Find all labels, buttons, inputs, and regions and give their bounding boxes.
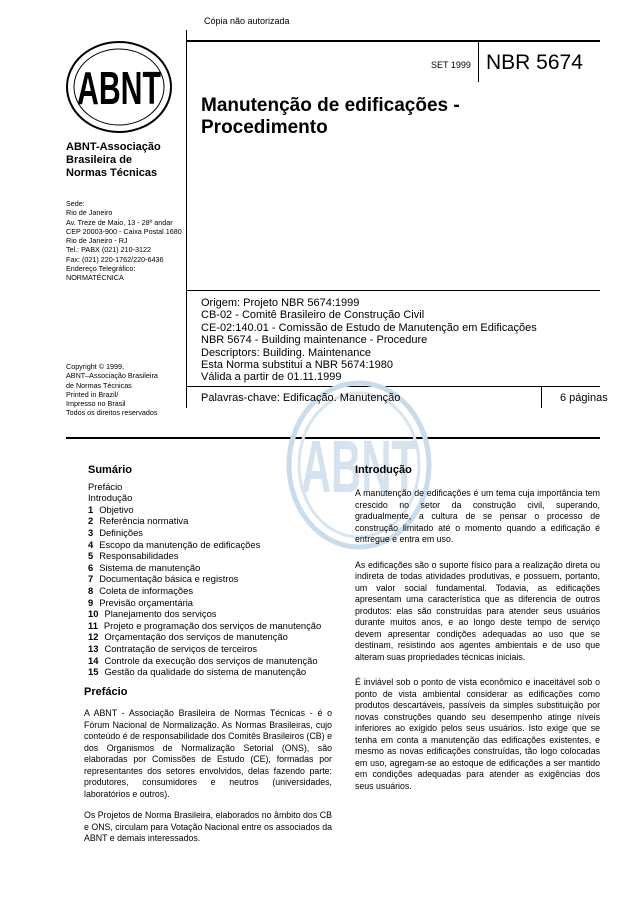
summary-item-number: 3 <box>88 526 94 538</box>
summary-item-text: Referência normativa <box>99 515 189 527</box>
origin-line: CB-02 - Comitê Brasileiro de Construção Civil <box>201 309 425 322</box>
organization-name <box>66 141 186 180</box>
origin-line: NBR 5674 - Building maintenance - Procedure <box>201 334 428 347</box>
page-count: 6 páginas <box>560 392 608 404</box>
summary-item-number: 2 <box>88 515 94 527</box>
copyright-line: Printed in Brazil/ <box>66 389 119 399</box>
summary-item-number: 15 <box>88 666 99 678</box>
summary-item <box>88 655 348 667</box>
summary-item-number: 4 <box>88 538 94 550</box>
summary-item <box>88 539 348 551</box>
address-line: Av. Treze de Maio, 13 - 28º andar <box>66 217 173 227</box>
keywords: Palavras-chave: Edificação. Manutenção <box>201 392 401 404</box>
address-line: CEP 20003-900 - Caixa Postal 1680 <box>66 226 182 236</box>
summary-item <box>88 608 348 620</box>
address-line: Fax: (021) 220-1762/220-6436 <box>66 254 164 264</box>
introduction-heading: Introdução <box>355 464 412 476</box>
summary-item-number: 12 <box>88 631 99 643</box>
organization-name-line: Normas Técnicas <box>66 167 158 179</box>
summary-item-number: 13 <box>88 642 99 654</box>
summary-item-text: Sistema de manutenção <box>99 561 201 573</box>
preface-paragraph: Os Projetos de Norma Brasileira, elaborados no âmbito dos CB e ONS, circulam para Votação Nacional entre os associados da ABNT e demais interessados. <box>84 810 332 843</box>
summary-item-text: Previsão orçamentária <box>99 596 194 608</box>
summary-item <box>88 562 348 574</box>
copyright-line: de Normas Técnicas <box>66 380 132 390</box>
summary-item-text: Prefácio <box>88 480 123 492</box>
address-line: Sede: <box>66 199 85 208</box>
summary-item <box>88 597 348 609</box>
address-line: Tel.: PABX (021) 210-3122 <box>66 245 151 255</box>
summary-item-number: 5 <box>88 550 94 562</box>
summary-item-text: Introdução <box>88 492 133 504</box>
summary-item <box>88 527 348 539</box>
summary-item-number: 9 <box>88 596 94 608</box>
summary-item <box>88 666 348 678</box>
summary-item <box>88 504 348 516</box>
summary-item <box>88 620 348 632</box>
introduction-section <box>355 464 600 792</box>
summary-item-number: 14 <box>88 654 99 666</box>
summary-item <box>88 631 348 643</box>
standard-code: NBR 5674 <box>486 51 583 74</box>
preface-heading: Prefácio <box>84 686 128 698</box>
introduction-paragraph: É inviável sob o ponto de vista econômico e inaceitável sob o ponto de vista ambiental considerar as edificações como produtos descartáveis, passíveis da simples substituição por novas construções quando seu desempenho atinge níveis inferiores ao exigido pelos seus usuários. Isto exige que se tenha em conta a manutenção das edificações existentes, e mesmo as novas edificações construídas, tão logo colocadas em uso, agregam-se ao estoque de edificações a ser mantido em condições adequadas para atender as exigências dos seus usuários. <box>355 677 600 791</box>
introduction-paragraph: As edificações são o suporte físico para a realização direta ou indireta de todas atividades produtivas, e possuem, portanto, um valor social fundamental. Todavia, as edificações apresentam uma característica que as diferencia de outros produtos: elas são construídas para atender seus usuários durante muitos anos, e ao longo deste tempo de serviço devem apresentar condições adequadas ao uso que se destinam, resistindo aos agentes ambientais e de uso que alteram suas propriedades técnicas iniciais. <box>355 559 600 662</box>
summary-item-text: Gestão da qualidade do sistema de manutenção <box>104 666 307 678</box>
address-line: NORMATÉCNICA <box>66 273 124 283</box>
summary-item-number: 1 <box>88 503 94 515</box>
address-line: Rio de Janeiro <box>66 208 113 218</box>
summary-item-text: Orçamentação dos serviços de manutenção <box>104 631 288 643</box>
origin-line: CE-02:140.01 - Comissão de Estudo de Manutenção em Edificações <box>201 321 537 334</box>
publication-date: SET 1999 <box>431 60 471 70</box>
divider-date-code <box>478 42 479 82</box>
summary-section <box>88 465 348 678</box>
copyright-line: Impresso no Brasil <box>66 399 126 409</box>
summary-item-text: Coleta de informações <box>99 584 194 596</box>
origin-line: Descriptors: Building. Maintenance <box>201 346 371 359</box>
origin-line: Válida a partir de 01.11.1999 <box>201 371 342 384</box>
summary-item-text: Responsabilidades <box>99 550 179 562</box>
divider-origin <box>186 290 600 291</box>
organization-address <box>66 199 182 283</box>
divider-vertical-left <box>186 30 187 408</box>
summary-item-text: Controle da execução dos serviços de manutenção <box>104 654 318 666</box>
svg-text:ABNT: ABNT <box>77 62 161 114</box>
summary-item-text: Contratação de serviços de terceiros <box>104 642 258 654</box>
summary-item <box>88 550 348 562</box>
summary-item <box>88 492 348 504</box>
summary-item <box>88 643 348 655</box>
origin-line: Origem: Projeto NBR 5674:1999 <box>201 297 360 309</box>
title-line-1: Manutenção de edificações - <box>201 95 460 116</box>
summary-item-number: 10 <box>88 608 99 620</box>
summary-item-number: 11 <box>88 619 98 631</box>
title-line-2: Procedimento <box>201 117 328 138</box>
abnt-logo <box>64 40 174 135</box>
summary-heading: Sumário <box>88 464 133 476</box>
address-line: Rio de Janeiro - RJ <box>66 236 128 246</box>
document-title <box>201 95 460 139</box>
organization-name-line: Brasileira de <box>66 154 133 166</box>
summary-item <box>88 481 348 493</box>
divider-pages <box>541 386 542 408</box>
summary-item-number: 8 <box>88 584 94 596</box>
copyright-line: Copyright © 1999, <box>66 362 125 371</box>
summary-item-text: Projeto e programação dos serviços de manutenção <box>103 619 322 631</box>
copyright-line: ABNT–Associação Brasileira <box>66 371 158 381</box>
summary-item-number: 7 <box>88 573 94 585</box>
summary-item <box>88 585 348 597</box>
summary-item-text: Planejamento dos serviços <box>104 608 217 620</box>
preface-section <box>84 686 332 845</box>
organization-name-line: ABNT-Associação <box>66 141 161 153</box>
preface-paragraph: A ABNT - Associação Brasileira de Normas Técnicas - é o Fórum Nacional de Normalização. As Normas Brasileiras, cujo conteúdo é de responsabilidade dos Comitês Brasileiros (CB) e dos Organismos de Normalização Setorial (ONS), são elaboradas por Comissões de Estudo (CE), formadas por representantes dos setores envolvidos, delas fazendo parte: produtores, consumidores e neutros (universidades, laboratórios e outros). <box>84 708 332 799</box>
summary-item <box>88 573 348 585</box>
summary-item-text: Definições <box>99 526 143 538</box>
origin-line: Esta Norma substitui a NBR 5674:1980 <box>201 359 393 372</box>
copyright-line: Todos os direitos reservados <box>66 408 158 418</box>
svg-text:ABNT: ABNT <box>301 425 417 508</box>
address-line: Endereço Telegráfico: <box>66 264 136 274</box>
summary-item <box>88 515 348 527</box>
summary-item-text: Documentação básica e registros <box>99 573 239 585</box>
introduction-paragraph: A manutenção de edificações é um tema cuja importância tem crescido no setor da construção civil, superando, gradualmente, a cultura de se pensar o processo de construção limitado até o momento quando a edificação é entregue e entra em uso. <box>355 488 600 544</box>
summary-list <box>88 481 348 678</box>
unauthorized-copy-note: Cópia não autorizada <box>204 16 290 26</box>
copyright-block <box>66 362 158 418</box>
divider-top <box>186 40 600 42</box>
summary-item-text: Objetivo <box>99 503 134 515</box>
summary-item-number: 6 <box>88 561 94 573</box>
summary-item-text: Escopo da manutenção de edificações <box>99 538 261 550</box>
origin-block <box>201 297 537 384</box>
